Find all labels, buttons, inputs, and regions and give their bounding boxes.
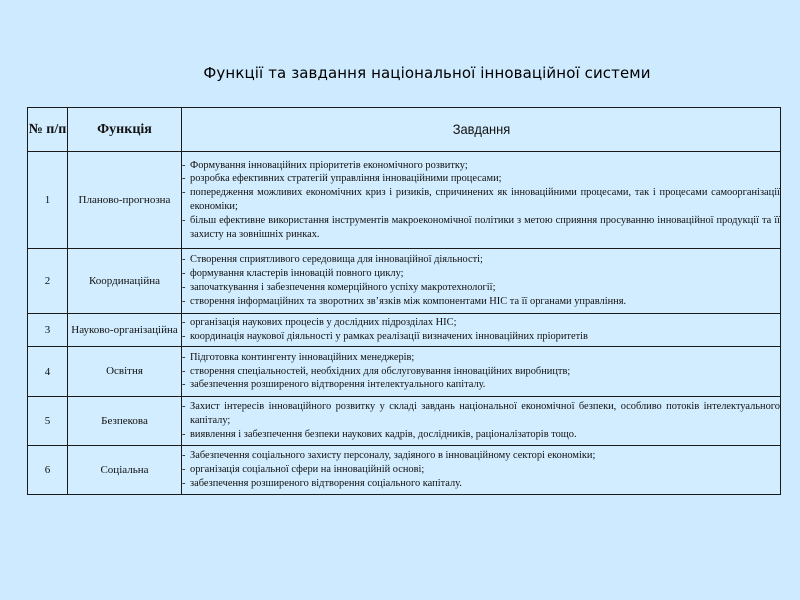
task-item: - виявлення і забезпечення безпеки наукових кадрів, дослідників, раціоналізаторів тощо. bbox=[182, 428, 780, 442]
functions-table bbox=[27, 107, 781, 495]
page-title: Функції та завдання національної інноваційної системи bbox=[203, 64, 651, 82]
task-item: - формування кластерів інновацій повного циклу; bbox=[182, 267, 780, 281]
task-item: - Забезпечення соціального захисту персоналу, задіяного в інноваційному секторі економіки; bbox=[182, 449, 780, 463]
task-item: - Створення сприятливого середовища для інноваційної діяльності; bbox=[182, 253, 780, 267]
task-item: - створення інформаційних та зворотних зв’язків між компонентами НІС та її органами управління. bbox=[182, 295, 780, 309]
task-item: - організація наукових процесів у дослідних підрозділах НІС; bbox=[182, 316, 780, 330]
header-tasks: Завдання bbox=[205, 108, 756, 152]
task-item: - Формування інноваційних пріоритетів економічного розвитку; bbox=[182, 159, 780, 173]
task-item: - розробка ефективних стратегій управління інноваційними процесами; bbox=[182, 172, 780, 186]
table-row bbox=[28, 347, 781, 397]
task-item: - забезпечення розширеного відтворення соціального капіталу. bbox=[182, 477, 780, 491]
row-tasks bbox=[182, 347, 781, 397]
row-function: Координаційна bbox=[68, 249, 182, 314]
row-tasks bbox=[182, 249, 781, 314]
task-item: - попередження можливих економічних криз і ризиків, спричинених як інноваційними процесами, так і процесами самоорганізації економіки; bbox=[182, 186, 780, 214]
table-row bbox=[28, 314, 781, 347]
row-tasks bbox=[182, 446, 781, 495]
row-function: Освітня bbox=[68, 347, 182, 397]
task-item: - більш ефективне використання інструментів макроекономічної політики з метою сприяння просуванню інноваційної продукції та її захисту на зовнішніх ринках. bbox=[182, 214, 780, 242]
row-function: Науково-організаційна bbox=[68, 314, 182, 347]
header-function: Функція bbox=[68, 108, 182, 152]
table-row bbox=[28, 249, 781, 314]
table-row bbox=[28, 152, 781, 249]
header-number: № п/п bbox=[28, 108, 68, 152]
task-item: - Підготовка контингенту інноваційних менеджерів; bbox=[182, 351, 780, 365]
task-item: - Захист інтересів інноваційного розвитку у складі завдань національної економічної безпеки, особливо потоків інтелектуального капіталу; bbox=[182, 400, 780, 428]
task-item: - започаткування і забезпечення комерційного успіху макротехнології; bbox=[182, 281, 780, 295]
row-function: Соціальна bbox=[68, 446, 182, 495]
task-item: - координація наукової діяльності у рамках реалізації визначених інноваційних пріоритетів bbox=[182, 330, 780, 344]
row-function: Безпекова bbox=[68, 397, 182, 446]
row-function: Планово-прогнозна bbox=[68, 152, 182, 249]
task-item: - організація соціальної сфери на інноваційній основі; bbox=[182, 463, 780, 477]
table-header-row bbox=[28, 108, 781, 152]
task-item: - забезпечення розширеного відтворення інтелектуального капіталу. bbox=[182, 378, 780, 392]
row-number: 6 bbox=[28, 446, 68, 495]
row-tasks bbox=[182, 397, 781, 446]
row-tasks bbox=[182, 152, 781, 249]
row-number: 2 bbox=[28, 249, 68, 314]
row-number: 4 bbox=[28, 347, 68, 397]
task-item: - створення спеціальностей, необхідних для обслуговування інноваційних виробництв; bbox=[182, 365, 780, 379]
row-number: 5 bbox=[28, 397, 68, 446]
table-row bbox=[28, 397, 781, 446]
row-number: 1 bbox=[28, 152, 68, 249]
row-number: 3 bbox=[28, 314, 68, 347]
table-row bbox=[28, 446, 781, 495]
row-tasks bbox=[182, 314, 781, 347]
